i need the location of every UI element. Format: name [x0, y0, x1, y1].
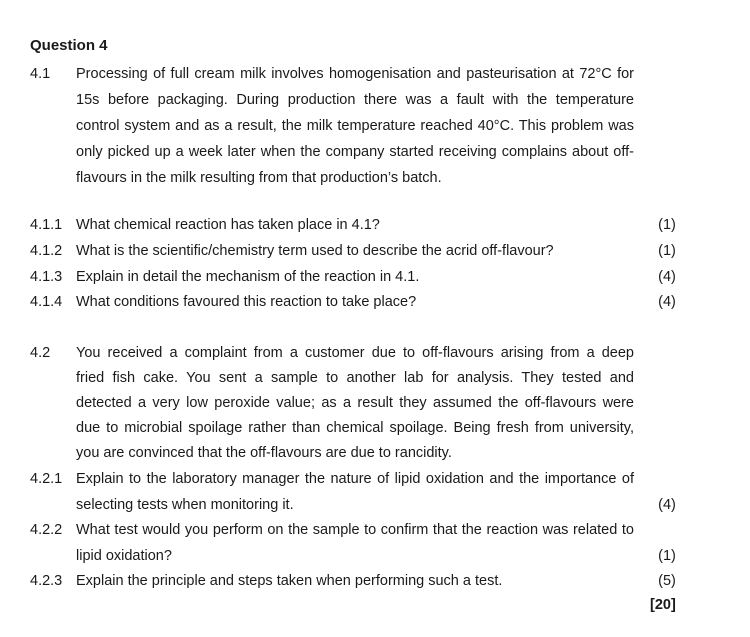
subquestion-number: 4.1.3	[30, 269, 63, 285]
subquestion-text: What chemical reaction has taken place in 4.1?	[76, 217, 380, 233]
paragraph-line: you are convinced that the off-flavours are due to rancidity.	[76, 445, 452, 461]
subquestion-text: What conditions favoured this reaction to take place?	[76, 294, 417, 310]
paragraph-line: fried fish cake. You sent a sample to another lab for analysis. They tested and	[76, 370, 634, 386]
paragraph-line: flavours in the milk resulting from that production’s batch.	[76, 170, 442, 186]
marks: (1)	[658, 548, 676, 564]
marks: (4)	[658, 294, 676, 310]
subquestion-line: Explain the principle and steps taken when performing such a test.	[76, 573, 503, 589]
subquestion-number: 4.2.2	[30, 522, 63, 538]
subquestion-number: 4.1.4	[30, 294, 63, 310]
marks: (4)	[658, 497, 676, 513]
subquestion-line: selecting tests when monitoring it.	[76, 497, 294, 513]
marks: (1)	[658, 217, 676, 233]
paragraph-line: control system and as a result, the milk temperature reached 40°C. This problem was	[76, 118, 634, 134]
subquestion-text: What is the scientific/chemistry term used to describe the acrid off-flavour?	[76, 243, 554, 259]
marks: (4)	[658, 269, 676, 285]
paragraph-line: Processing of full cream milk involves homogenisation and pasteurisation at 72°C for	[76, 66, 634, 82]
subquestion-line: lipid oxidation?	[76, 548, 172, 564]
paragraph-line: detected a very low peroxide value; as a result they assumed the off-flavours were	[76, 395, 634, 411]
section-number: 4.2	[30, 345, 51, 361]
marks: (1)	[658, 243, 676, 259]
paragraph-line: only picked up a week later when the company started receiving complains about off-	[76, 144, 634, 160]
subquestion-line: What test would you perform on the sample to confirm that the reaction was related to	[76, 522, 634, 538]
marks: (5)	[658, 573, 676, 589]
subquestion-number: 4.1.2	[30, 243, 63, 259]
total-marks: [20]	[650, 597, 676, 613]
subquestion-number: 4.2.3	[30, 573, 63, 589]
paragraph-line: You received a complaint from a customer due to off-flavours arising from a deep	[76, 345, 634, 361]
paragraph-line: 15s before packaging. During production there was a fault with the temperature	[76, 92, 634, 108]
subquestion-line: Explain to the laboratory manager the nature of lipid oxidation and the importance of	[76, 471, 634, 487]
paragraph-line: due to microbial spoilage rather than chemical spoilage. Being fresh from university,	[76, 420, 634, 436]
subquestion-number: 4.1.1	[30, 217, 63, 233]
subquestion-text: Explain in detail the mechanism of the reaction in 4.1.	[76, 269, 420, 285]
question-title: Question 4	[30, 37, 108, 54]
section-number: 4.1	[30, 66, 51, 82]
subquestion-number: 4.2.1	[30, 471, 63, 487]
